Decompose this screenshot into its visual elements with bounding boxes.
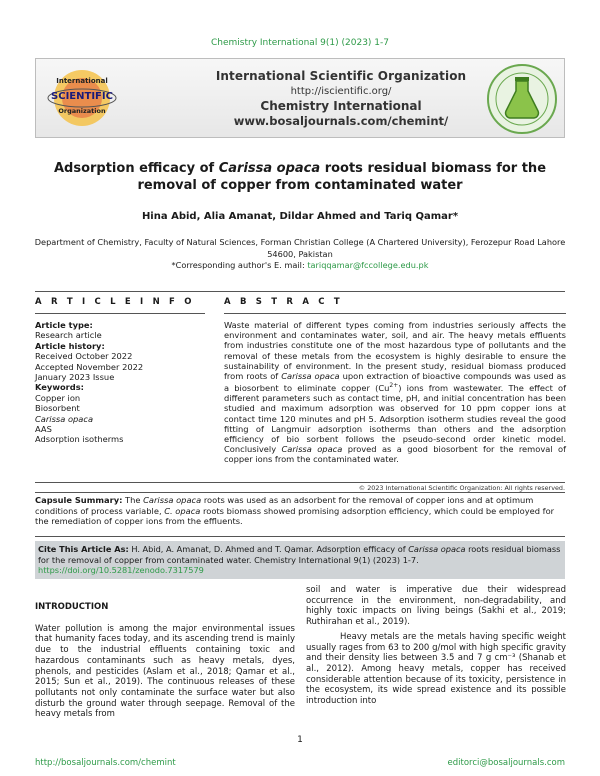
capsule-label: Capsule Summary: xyxy=(35,495,123,505)
cite-label: Cite This Article As: xyxy=(38,544,129,554)
abstract-text xyxy=(224,320,566,465)
iso-logo xyxy=(42,67,122,129)
article-title xyxy=(45,160,555,194)
affiliation: Department of Chemistry, Faculty of Natural Sciences, Forman Christian College (A Chartered University), Ferozepur Road Lahore 54600, Pakistan xyxy=(34,237,566,259)
keywords-label: Keywords: xyxy=(35,382,84,393)
capsule-species: Carissa opaca xyxy=(143,495,202,505)
affiliation-block xyxy=(30,237,570,272)
intro-paragraph: soil and water is imperative due their widespread occurrence in the environment, non-degradability, and highly toxic impacts on living beings (Sakhi et al., 2019; Ruthirahan et al., 2019). xyxy=(306,585,566,628)
keyword: Biosorbent xyxy=(35,403,80,414)
authors: Hina Abid, Alia Amanat, Dildar Ahmed and Tariq Qamar* xyxy=(141,211,459,222)
corresponding-label: *Corresponding author's E. mail: xyxy=(171,260,308,270)
keyword: Carissa opaca xyxy=(35,413,94,424)
copyright: © 2023 International Scientific Organization: All rights reserved. xyxy=(358,484,565,492)
footer-email-link[interactable]: editorci@bosaljournals.com xyxy=(447,758,565,768)
cite-box xyxy=(35,541,565,579)
org-url[interactable]: http://iscientific.org/ xyxy=(290,86,392,97)
capsule-seg: roots was used as an adsorbent for the removal of copper ions and at optimum conditions of process variable, xyxy=(35,495,534,516)
history-received: Received October 2022 xyxy=(35,351,133,362)
abstract-superscript: 2+ xyxy=(389,382,399,390)
intro-paragraph: Heavy metals are the metals having specific weight usually rages from 63 to 200 g/mol with high specific gravity and their density lies between 3.5 and 7 g cm⁻³ (Shanab et al., 2012). Among heavy metals, copper has received considerable attention because of its toxicity, persistence in the ecosystem, its wide spread existence and its possible introduction into xyxy=(306,631,566,707)
divider-cite xyxy=(35,536,565,537)
keyword: Copper ion xyxy=(35,392,81,403)
abstract-heading: A B S T R A C T xyxy=(224,297,343,307)
abstract-seg: ) ions from wastewater. The effect of different parameters such as contact time, pH, and initial concentration has been studied and maximum adsorption was observed for 10 ppm copper ions at contact time 120 minutes and pH 5. Adsorption isotherm studies reveal the good fitting of Langmuir adsorption isotherms than others and the adsorption efficiency of bio sorbent follows the pseudo-second order kinetic model. Conclusively xyxy=(224,382,566,455)
corresponding-email[interactable]: tariqqamar@fccollege.edu.pk xyxy=(307,260,429,270)
abstract-species: Carissa opaca xyxy=(281,444,343,455)
history-accepted: Accepted November 2022 xyxy=(35,361,144,372)
footer-journal-link[interactable]: http://bosaljournals.com/chemint xyxy=(35,758,176,768)
cite-species: Carissa opaca xyxy=(408,544,466,554)
keyword: Adsorption isotherms xyxy=(35,434,124,445)
abstract-seg: upon extraction of bioactive compounds was used as a biosorbent to eliminate copper (Cu xyxy=(224,371,566,393)
capsule-summary xyxy=(35,495,565,527)
logo-line-1: International xyxy=(56,77,108,85)
abstract-seg: proved as a good biosorbent for the removal of copper ions from the contaminated water. xyxy=(224,444,567,465)
cite-seg: roots residual biomass for the removal of copper from contaminated water. Chemistry International 9(1) (2023) 1-7. xyxy=(38,544,561,565)
article-info xyxy=(35,320,205,445)
banner-journal-url[interactable]: www.bosaljournals.com/chemint/ xyxy=(233,114,449,128)
title-species: Carissa opaca xyxy=(218,161,321,176)
intro-left-column xyxy=(35,585,295,720)
article-type-label: Article type: xyxy=(35,320,93,330)
logo-line-3: Organization xyxy=(58,107,106,115)
divider-capsule xyxy=(35,492,565,493)
article-info-heading: A R T I C L E I N F O xyxy=(35,297,195,307)
article-type-value: Research article xyxy=(35,330,102,341)
title-part-2: roots residual biomass for the removal of copper from contaminated water xyxy=(137,161,547,193)
cite-seg: H. Abid, A. Amanat, D. Ahmed and T. Qamar. Adsorption efficacy of xyxy=(128,544,409,554)
banner-text xyxy=(176,69,506,129)
intro-paragraph: Water pollution is among the major environmental issues that humanity faces today, and its ascending trend is mainly due to the industrial effluents containing toxic and hazardous contaminants such as heavy metals, dyes, phenols, and pesticides (Aslam et al., 2018; Qamar et al., 2015; Sun et al., 2019). The continuous releases of these pollutants not only contaminate the surface water but also disturb the ground water through seepage. Removal of the heavy metals from xyxy=(35,623,295,720)
article-history-label: Article history: xyxy=(35,340,105,351)
corresponding-author xyxy=(30,260,570,272)
doi-link[interactable]: https://doi.org/10.5281/zenodo.7317579 xyxy=(38,565,204,576)
logo-line-2: SCIENTIFIC xyxy=(51,91,113,102)
intro-heading: INTRODUCTION xyxy=(35,602,109,612)
intro-right-column xyxy=(306,585,566,707)
capsule-species: C. opaca xyxy=(164,505,201,516)
abstract-seg: Waste material of different types coming from industries seriously affects the environment and contaminates water, soil, and air. The heavy metals effluents from industries constitute one of the most hazardous type of pollutants and the removal of these metals from the ecosystem is highly desirable to ensure the sustainability of environment. In the present study, residual biomass produced from roots of xyxy=(224,320,566,382)
abstract-species: Carissa opaca xyxy=(281,371,340,382)
capsule-seg: roots biomass showed promising adsorption efficiency, which could be employed for the remediation of copper ions from the effluents. xyxy=(35,505,555,526)
divider-abstract xyxy=(224,313,566,314)
journal-header: Chemistry International 9(1) (2023) 1-7 xyxy=(210,38,390,48)
publisher-banner xyxy=(35,58,565,138)
divider-info xyxy=(35,313,205,314)
org-name: International Scientific Organization xyxy=(215,69,467,83)
history-issue: January 2023 Issue xyxy=(35,372,115,383)
keyword: AAS xyxy=(35,424,52,435)
journal-logo xyxy=(486,63,558,135)
capsule-seg: The xyxy=(122,495,144,505)
divider-top xyxy=(35,291,565,292)
title-part-1: Adsorption efficacy of xyxy=(53,161,219,176)
page-number: 1 xyxy=(297,735,303,745)
banner-journal-name: Chemistry International xyxy=(260,99,422,113)
divider-mid xyxy=(35,482,565,483)
